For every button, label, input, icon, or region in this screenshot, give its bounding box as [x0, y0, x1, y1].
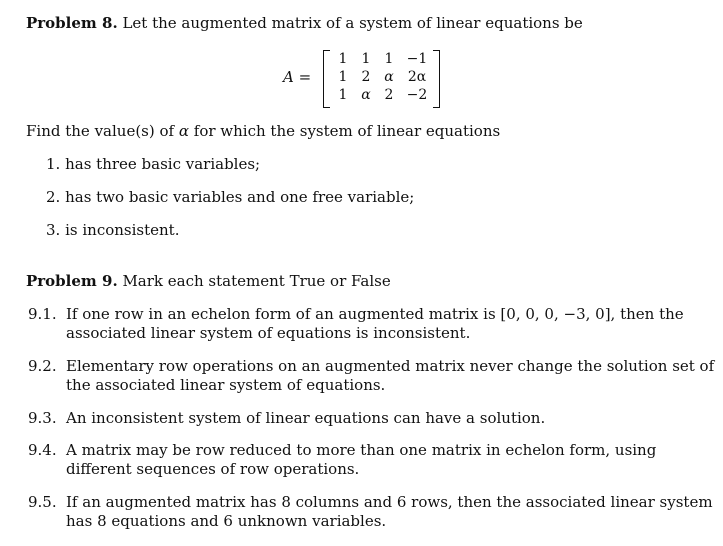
- matrix-cell: 2: [361, 69, 371, 85]
- list-item: [46, 188, 414, 206]
- problem-9-intro: Mark each statement True or False: [122, 272, 391, 290]
- matrix-cell: 2α: [407, 69, 427, 85]
- item-text: A matrix may be row reduced to more than one matrix in echelon form, using different sequences of row operations.: [66, 441, 657, 478]
- item-number: 9.2.: [28, 357, 57, 375]
- matrix-cell: 1: [338, 69, 348, 85]
- problem-8-header: [26, 14, 583, 32]
- question-suffix: for which the system of linear equations: [193, 122, 501, 140]
- problem-9-label: Problem 9.: [26, 272, 118, 290]
- item-text: has two basic variables and one free variable;: [65, 188, 415, 206]
- list-item: [28, 357, 723, 395]
- item-number: 9.3.: [28, 409, 57, 427]
- item-number: 9.1.: [28, 305, 57, 323]
- matrix-left-bracket: [323, 50, 330, 108]
- matrix-lhs: A =: [283, 68, 312, 86]
- matrix-cell: 1: [361, 51, 371, 67]
- problem-8-intro: Let the augmented matrix of a system of linear equations be: [122, 14, 583, 32]
- problem-8-question: [26, 122, 500, 140]
- item-number: 2.: [46, 188, 61, 206]
- list-item: [28, 441, 723, 479]
- item-text: has three basic variables;: [65, 155, 261, 173]
- question-prefix: Find the value(s) of: [26, 122, 175, 140]
- item-text: An inconsistent system of linear equations can have a solution.: [66, 409, 546, 427]
- list-item: [28, 305, 723, 343]
- matrix-cell: 1: [338, 51, 348, 67]
- item-number: 1.: [46, 155, 61, 173]
- matrix-cell: 1: [338, 87, 348, 103]
- item-number: 3.: [46, 221, 61, 239]
- matrix-cell: 1: [384, 51, 394, 67]
- item-text: If an augmented matrix has 8 columns and 6 rows, then the associated linear system has 8 equations and 6 unknown variables.: [66, 493, 713, 530]
- list-item: [46, 221, 179, 239]
- question-variable: α: [178, 122, 189, 140]
- item-number: 9.5.: [28, 493, 57, 511]
- item-text: If one row in an echelon form of an augmented matrix is [0, 0, 0, −3, 0], then the associated linear system of equations is inconsistent.: [66, 305, 684, 342]
- problem-8-label: Problem 8.: [26, 14, 118, 32]
- list-item: [46, 155, 260, 173]
- list-item: [28, 409, 723, 428]
- item-text: Elementary row operations on an augmented matrix never change the solution set of the associated linear system of equations.: [66, 357, 715, 394]
- matrix-cell: −1: [406, 51, 428, 67]
- matrix-cell: 2: [384, 87, 394, 103]
- item-text: is inconsistent.: [65, 221, 180, 239]
- matrix-cell: α: [384, 69, 394, 85]
- matrix-cell: −2: [406, 87, 428, 103]
- problem-9-header: [26, 272, 391, 290]
- matrix-cell: α: [361, 87, 371, 103]
- matrix-right-bracket: [433, 50, 440, 108]
- item-number: 9.4.: [28, 441, 57, 459]
- list-item: [28, 493, 723, 531]
